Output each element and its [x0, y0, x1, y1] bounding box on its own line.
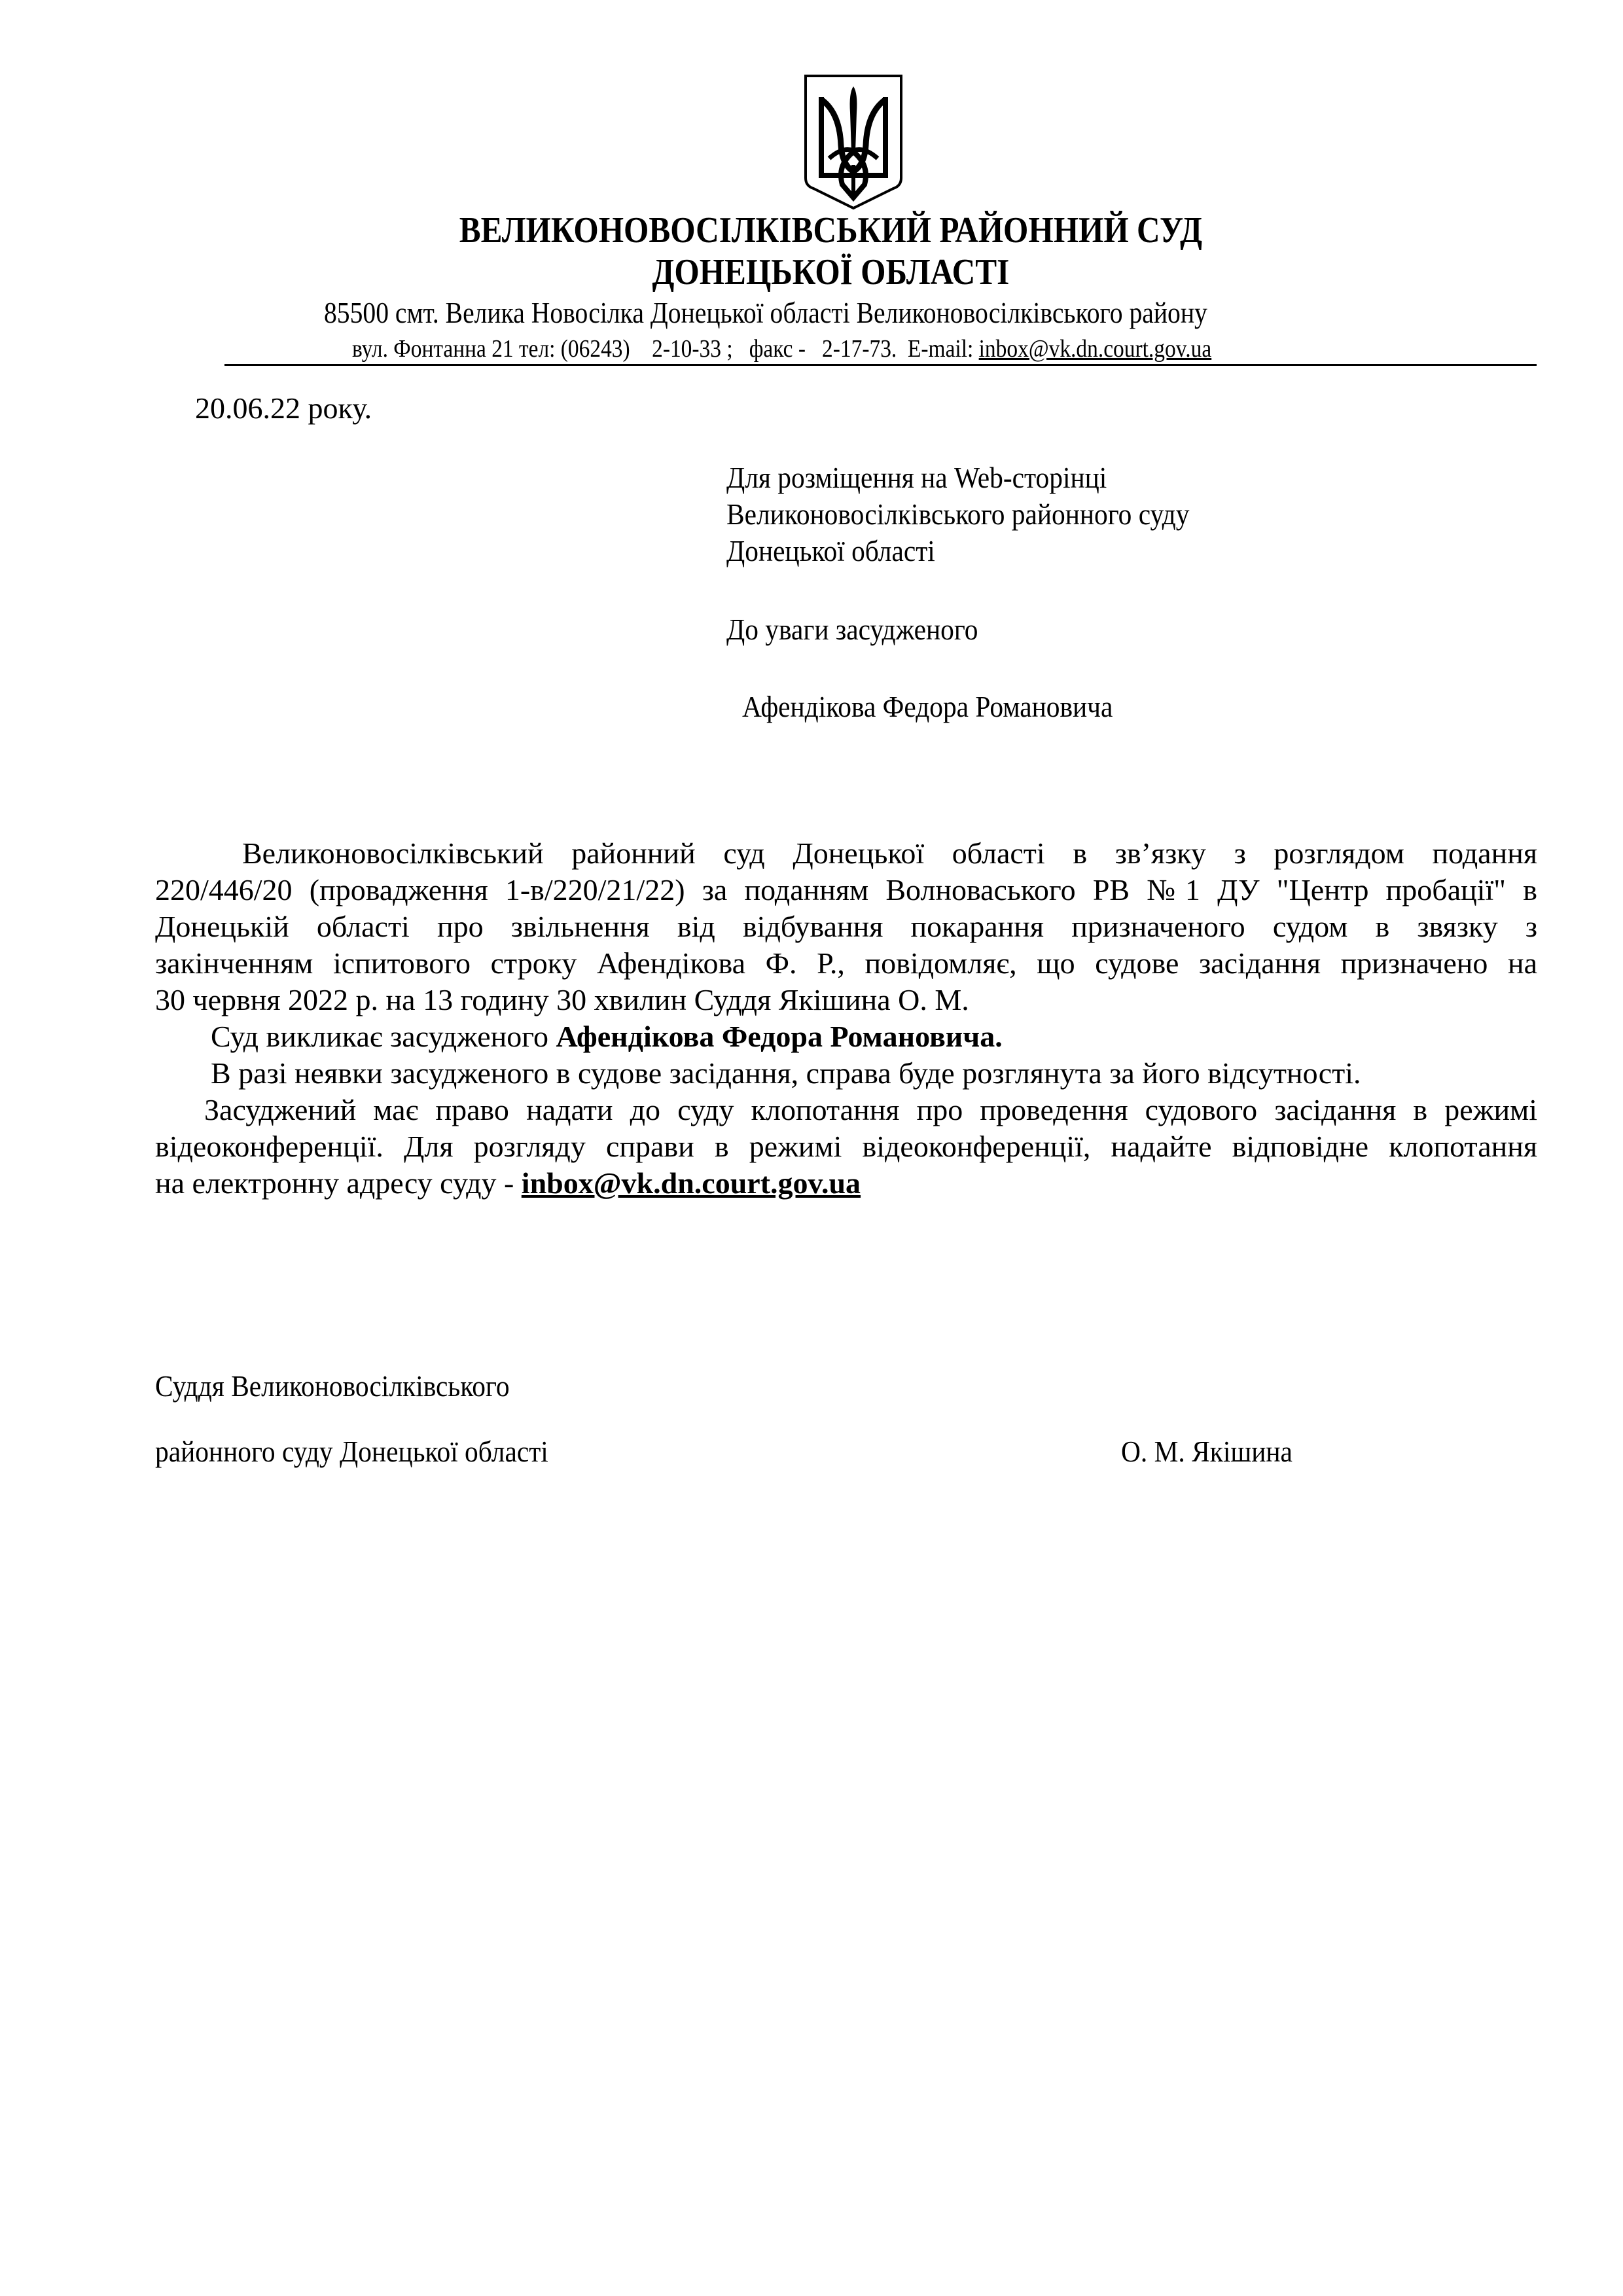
body-p4-line1: Засуджений має право надати до суду клопотання про проведення судового засідання в режимі [204, 1093, 1537, 1126]
recipient-line1: Для розміщення на Web-сторінці [726, 461, 1107, 494]
convict-name-bold: Афендікова Федора Романовича. [556, 1020, 1003, 1053]
body-p1-line3: Донецькій області про звільнення від відбування покарання призначеного судом в звязку з [155, 910, 1537, 943]
signature-title-line1: Суддя Великоновосілківського [155, 1369, 510, 1403]
attention-line: До уваги засудженого [726, 613, 978, 646]
signature-judge-name: О. М. Якішина [1121, 1435, 1293, 1468]
body-p2-text: Суд викликає засудженого [211, 1020, 556, 1053]
convict-name: Афендікова Федора Романовича [742, 690, 1113, 723]
document-date: 20.06.22 року. [195, 391, 372, 425]
court-contacts [352, 334, 1211, 364]
body-p3: В разі неявки засудженого в судове засідання, справа буде розглянута за його відсутності. [211, 1056, 1361, 1090]
court-name-line2: ДОНЕЦЬКОЇ ОБЛАСТІ [652, 252, 1010, 293]
recipient-line3: Донецької області [726, 534, 935, 567]
body-p2 [211, 1018, 1593, 1055]
signature-title-line2: районного суду Донецької області [155, 1435, 548, 1468]
body-p1-line1: Великоновосілківський районний суд Донецької області в зв’язку з розглядом подання [242, 836, 1537, 870]
body-p1-line5: 30 червня 2022 р. на 13 годину 30 хвилин Суддя Якішина О. М. [155, 983, 969, 1016]
body-p4-line3 [155, 1165, 1537, 1202]
court-address: 85500 смт. Велика Новосілка Донецької області Великоновосілківського району [324, 296, 1207, 329]
body-p4-line2: відеоконференції. Для розгляду справи в режимі відеоконференції, надайте відповідне клопотання [155, 1130, 1537, 1163]
court-name-line1: ВЕЛИКОНОВОСІЛКІВСЬКИЙ РАЙОННИЙ СУД [459, 210, 1203, 251]
recipient-line2: Великоновосілківського районного суду [726, 497, 1190, 531]
court-email-link[interactable]: inbox@vk.dn.court.gov.ua [978, 335, 1212, 363]
ukraine-coat-of-arms-icon [803, 73, 904, 211]
header-divider [224, 364, 1537, 366]
body-p1-line2: 220/446/20 (провадження 1-в/220/21/22) за поданням Волноваського РВ №1 ДУ "Центр пробації" в [155, 873, 1537, 906]
court-email-link-bold[interactable]: inbox@vk.dn.court.gov.ua [521, 1166, 861, 1200]
body-p4-line3-text: на електронну адресу суду - [155, 1166, 522, 1200]
body-p1-line4: закінченням іспитового строку Афендікова Ф. Р., повідомляє, що судове засідання призначено на [155, 946, 1537, 980]
court-contacts-text: вул. Фонтанна 21 тел: (06243) 2-10-33 ; факс - 2-17-73. E-mail: [352, 335, 979, 363]
